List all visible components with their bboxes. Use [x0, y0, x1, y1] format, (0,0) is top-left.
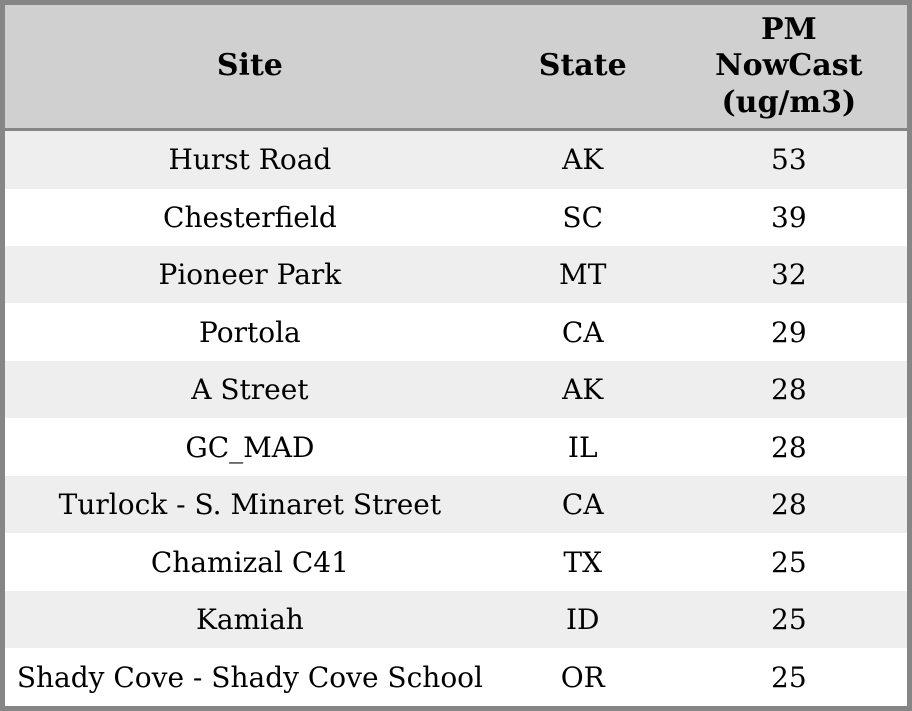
pm-nowcast-cell: 25: [771, 603, 807, 637]
header-row: [5, 5, 907, 130]
table-row: [5, 189, 907, 246]
state-cell: ID: [565, 603, 600, 637]
column-header-site: [5, 5, 495, 130]
column-header-state: [495, 5, 671, 130]
pm-nowcast-cell: 29: [771, 315, 807, 349]
table-row: [5, 418, 907, 475]
site-cell: GC_MAD: [185, 430, 315, 464]
column-header-pm-nowcast: [671, 5, 907, 130]
pm-nowcast-cell: 28: [771, 373, 807, 407]
state-cell: CA: [561, 488, 604, 522]
table-header: [5, 5, 907, 130]
table-row: [5, 130, 907, 189]
pm-nowcast-cell: 53: [771, 143, 807, 177]
pm-nowcast-cell: 25: [771, 545, 807, 579]
state-cell: CA: [561, 315, 604, 349]
table-row: [5, 303, 907, 360]
pm-nowcast-cell: 25: [771, 660, 807, 694]
table-row: [5, 246, 907, 303]
table-row: [5, 591, 907, 648]
table-row: [5, 533, 907, 590]
pm-nowcast-table: [5, 5, 907, 706]
state-cell: SC: [562, 200, 604, 234]
state-cell: AK: [562, 373, 604, 407]
pm-nowcast-cell: 32: [771, 258, 807, 292]
table-row: [5, 476, 907, 533]
state-cell: IL: [567, 430, 598, 464]
state-cell: AK: [562, 143, 604, 177]
site-cell: Shady Cove - Shady Cove School: [16, 660, 483, 694]
site-cell: Pioneer Park: [158, 258, 342, 292]
pm-nowcast-cell: 28: [771, 430, 807, 464]
site-cell: Chamizal C41: [150, 545, 349, 579]
site-cell: Portola: [199, 315, 301, 349]
column-header-state-label: State: [538, 48, 627, 84]
site-cell: Chesterfield: [163, 200, 337, 234]
column-header-site-label: Site: [216, 48, 283, 84]
pm-nowcast-cell: 39: [771, 200, 807, 234]
state-cell: MT: [559, 258, 607, 292]
site-cell: Kamiah: [195, 603, 304, 637]
site-cell: Turlock - S. Minaret Street: [58, 488, 442, 522]
site-cell: A Street: [191, 373, 309, 407]
state-cell: OR: [560, 660, 605, 694]
column-header-pm-nowcast-label: PM NowCast (ug/m3): [715, 11, 863, 120]
table-row: [5, 361, 907, 418]
state-cell: TX: [563, 545, 603, 579]
table-body: [5, 130, 907, 707]
table-row: [5, 648, 907, 706]
site-cell: Hurst Road: [168, 143, 332, 177]
pm-nowcast-cell: 28: [771, 488, 807, 522]
